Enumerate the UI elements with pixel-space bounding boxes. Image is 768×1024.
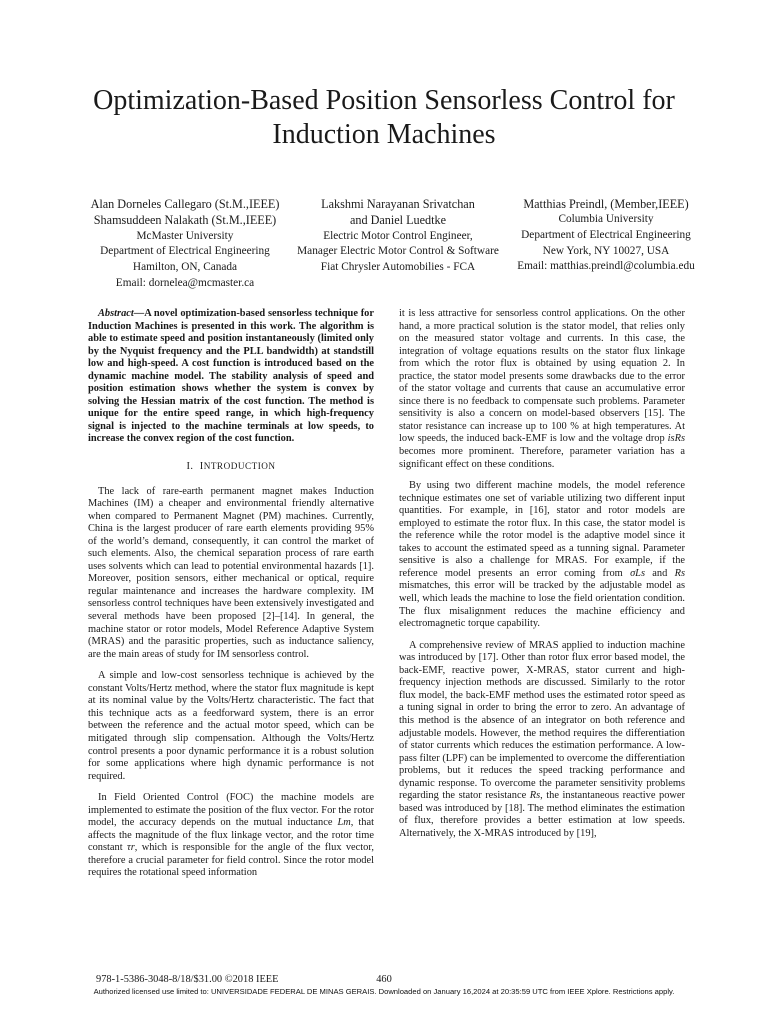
affiliation-line: Department of Electrical Engineering [521,229,691,241]
author-group-mcmaster [70,196,300,291]
section-number: I. [186,461,194,473]
author-name: Shamsuddeen Nalakath (St.M.,IEEE) [93,213,277,228]
right-paragraph-1: it is less attractive for sensorless control applications. On the other hand, a more practical solution is the stator model, that relies only on the measured stator voltage and currents. In this case, the integration of voltage equations results on the stator flux linkage from which the rotor flux is obtained by using equation 2. In practice, the stator model presents some drawbacks due to the error of the stator voltage and currents that cause an accumulative error since there is no feedback to compensate such problems. Parameter sensitivity is also a concern on model-based observers [15]. The stator resistance can increase up to 100 % at high temperatures. At low speeds, the induced back-EMF is low and the voltage drop isRs becomes more prominent. Therefore, parameter variation has a significant effect on these conditions. [399,308,685,470]
author-email: Email: matthias.preindl@columbia.edu [517,260,695,273]
abstract-text: —A novel optimization-based sensorless technique for Induction Machines is presented in this work. The algorithm is able to estimate speed and position instantaneously (limited only by the Nyquist frequency and the PLL bandwidth) at standstill low and high-speed. A cost function is introduced based on the dynamic machine model. The stability analysis of speed and position estimation shows whether the system is convex by solving the Hessian matrix of the cost function. The method is unique for the entire speed range, in which high-frequency signal is injected to the machine terminals at low speeds, to increase the convex region of the cost function. [88,308,374,445]
abstract [88,308,374,446]
right-column [399,308,685,840]
affiliation-line: Fiat Chrysler Automobilies - FCA [320,261,476,273]
section-title-rest: NTRODUCTION [203,461,276,472]
affiliation-line: Department of Electrical Engineering [100,245,270,258]
affiliation-line: McMaster University [136,229,234,242]
right-paragraph-2: By using two different machine models, the model reference technique estimates one set of variable utilizing two different input quantities. For example, in [16], stator and rotor models are employed to estimate the rotor flux. In this case, the stator model is the reference while the rotor model is the adaptive model since it takes to account the estimated speed as a tunning signal. Parameter sensitive is also a challenge for MRAS. For example, if the reference model presents an error coming from σLs and Rs mismatches, this error will be tracked by the adjustable model as well, which leads the machine to lose the field orientation condition. The flux misalignment reduces the machine efficiency and electromagnetic torque capability. [399,480,686,630]
left-column [88,308,374,880]
math-lm: Lm [337,817,351,829]
footer-isbn: 978-1-5386-3048-8/18/$31.00 ©2018 IEEE [96,974,279,985]
affiliation-line: Manager Electric Motor Control & Software [297,245,499,258]
math-sigma-ls: σLs [630,567,646,579]
author-block [0,196,768,296]
right-paragraph-3: A comprehensive review of MRAS applied to induction machine was introduced by [17]. Other than rotor flux error based model, the back-EMF, reactive power, X-MRAS, stator current and high-frequency injection methods are discussed. Similarly to the rotor flux model, the back-EMF method uses the estimated rotor speed as a tuning signal in order to bring the error to zero. An advantage of this method is the absence of an integrator on both reference and adjustable models. However, the method requires the differentiation of stator currents which reduces the estimation performance. A low-pass filter (LPF) can be implemented to overcome the differentiation problems, but it reduces the speed tracking performance and dynamic response. To overcome the parameter sensitivity problems regarding the stator resistance Rs, the instantaneous reactive power based was introduced by [18]. The method eliminates the estimation of flux, therefore provides a better estimation at low speeds. Alternatively, the X-MRAS introduced by [19], [399,639,685,839]
author-name: and Daniel Luedtke [349,213,447,228]
paper-title: Optimization-Based Position Sensorless Control for Induction Machines [93,85,675,150]
intro-paragraph-3: In Field Oriented Control (FOC) the machine models are implemented to estimate the position of the flux vector. For the rotor model, the accuracy depends on the mutual inductance Lm, that affects the magnitude of the flux linkage vector, and the rotor time constant τr, which is responsible for the angle of the flux vector, therefore a crucial parameter for field control. Since the rotor model requires the rotational speed information [88,792,375,879]
author-name: Matthias Preindl, (Member,IEEE) [523,197,689,211]
affiliation-line: New York, NY 10027, USA [542,244,670,257]
author-name: Alan Dorneles Callegaro (St.M.,IEEE) [90,197,280,211]
intro-paragraph-1: The lack of rare-earth permanent magnet makes Induction Machines (IM) a cheaper and environmental friendly alternative when compared to Permanent Magnet (PM) machines. Currently, China is the largest producer of rare earth elements providing 95% of the world’s demand, consequently, it can control the market of such elements. Also, the chemical separation process of rare earth uses solvents which can lead to potential environmental hazards [1]. Moreover, position sensors, either mechanical or optical, require regular maintenance and increases the hardware complexity. IM sensorless control techniques have been extensively investigated and several methods have been proposed [2]–[14]. In general, the machine stator or rotor models, Model Reference Adaptive System (MRAS) and the parasitic properties, such as inductance saliency, are the main areas of study for IM sensorless control. [88,485,374,660]
author-group-fca [282,196,514,276]
author-group-columbia [500,196,712,275]
license-notice: Authorized licensed use limited to: UNIVERSIDADE FEDERAL DE MINAS GERAIS. Downloaded on January 16,2024 at 20:35:59 UTC from IEEE Xplore. Restrictions apply. [93,987,675,996]
affiliation-line: Columbia University [558,213,654,226]
page-number: 460 [376,974,392,985]
section-heading-introduction [88,460,374,474]
author-name: Lakshmi Narayanan Srivatchan [321,197,475,211]
math-tau-r: τr [126,842,135,854]
math-rs: Rs [529,790,541,802]
abstract-label: Abstract [98,308,134,319]
section-title-initial: I [199,461,204,473]
author-email: Email: dornelea@mcmaster.ca [115,276,255,289]
math-rs: Rs [674,567,686,579]
affiliation-line: Hamilton, ON, Canada [132,261,238,273]
intro-paragraph-2: A simple and low-cost sensorless technique is achieved by the constant Volts/Hertz method, where the stator flux magnitude is kept at its nominal value by the Volts/Hertz characteristic. The fact that this technique acts as a feedforward system, there is an error between the reference and the actual motor speed, which can be mitigated through slip compensation. Although the Volts/Hertz control presents a poor dynamic performance it is a robust solution for some applications where high dynamic performance is not required. [88,670,374,782]
math-is-rs: isRs [667,433,685,445]
affiliation-line: Electric Motor Control Engineer, [323,229,473,242]
